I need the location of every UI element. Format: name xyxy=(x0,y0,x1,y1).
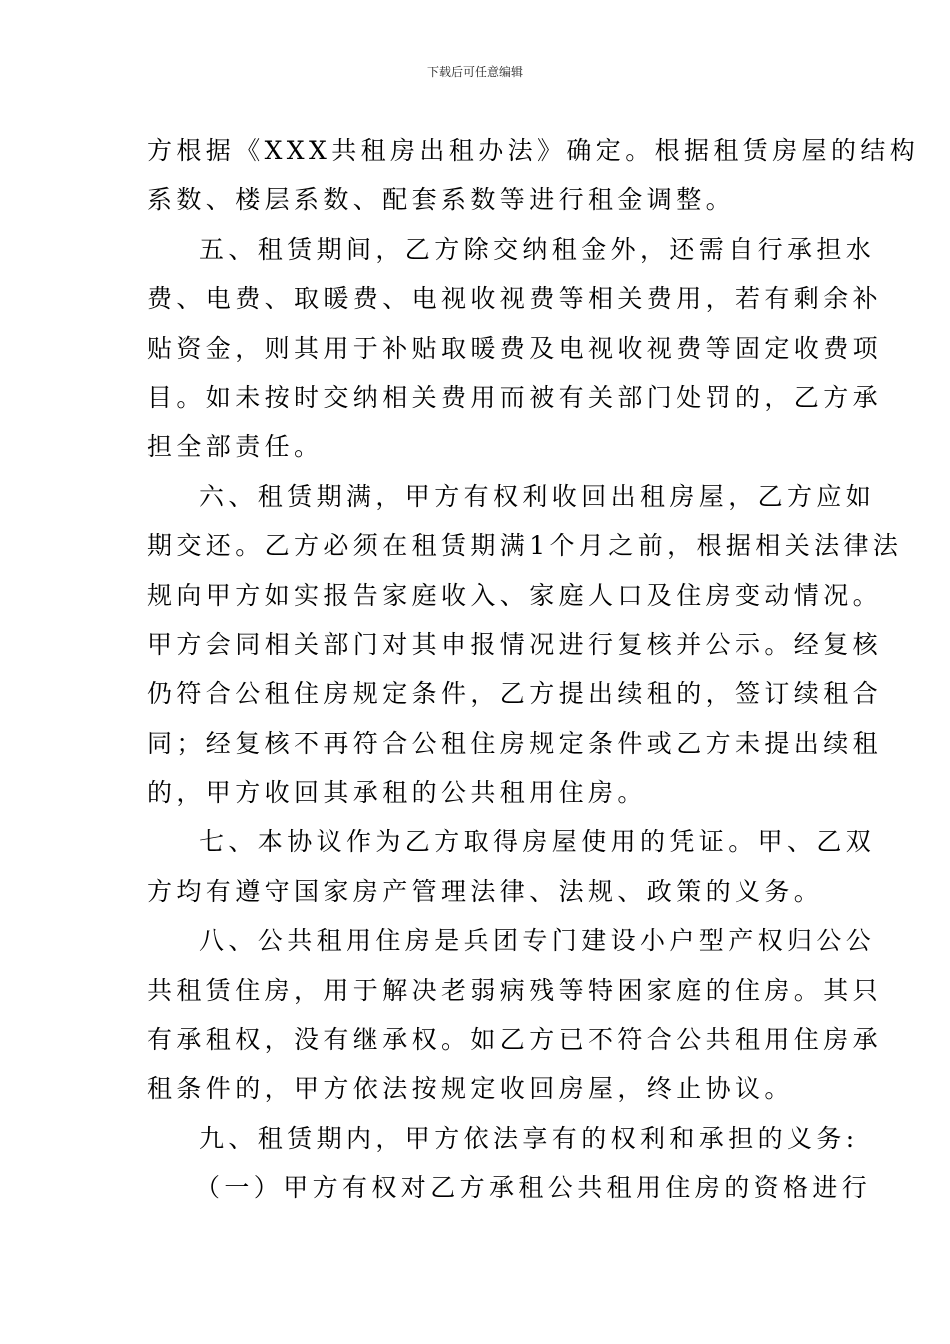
text-line: 系数、楼层系数、配套系数等进行租金调整。 xyxy=(147,185,736,215)
text-line: 共租赁住房，用于解决老弱病残等特困家庭的住房。其只 xyxy=(147,975,883,1005)
text-line: 的，甲方收回其承租的公共租用住房。 xyxy=(147,778,647,808)
text-line: 甲方会同相关部门对其申报情况进行复核并公示。经复核 xyxy=(147,629,883,659)
text-line: 八、公共租用住房是兵团专门建设小户型产权归公公 xyxy=(199,926,876,956)
page-header: 下载后可任意编辑 xyxy=(426,65,523,79)
text-line: 五、租赁期间，乙方除交纳租金外，还需自行承担水 xyxy=(199,234,876,264)
text-line: （一）甲方有权对乙方承租公共租用住房的资格进行 xyxy=(195,1173,872,1203)
text-line: 方均有遵守国家房产管理法律、法规、政策的义务。 xyxy=(147,876,824,906)
text-line: 六、租赁期满，甲方有权利收回出租房屋，乙方应如 xyxy=(199,481,876,511)
text-line: 费、电费、取暖费、电视收视费等相关费用，若有剩余补 xyxy=(147,284,883,314)
text-line: 担全部责任。 xyxy=(147,432,324,462)
document-body xyxy=(147,126,920,1213)
text-line: 同；经复核不再符合公租住房规定条件或乙方未提出续租 xyxy=(147,728,883,758)
text-line: 规向甲方如实报告家庭收入、家庭人口及住房变动情况。 xyxy=(147,580,883,610)
text-line: 仍符合公租住房规定条件，乙方提出续租的，签订续租合 xyxy=(147,679,883,709)
text-line: 目。如未按时交纳相关费用而被有关部门处罚的，乙方承 xyxy=(147,382,883,412)
text-line: 租条件的，甲方依法按规定收回房屋，终止协议。 xyxy=(147,1074,794,1104)
text-line: 九、租赁期内，甲方依法享有的权利和承担的义务: xyxy=(199,1123,859,1153)
text-line: 有承租权，没有继承权。如乙方已不符合公共租用住房承 xyxy=(147,1025,883,1055)
text-line: 贴资金，则其用于补贴取暖费及电视收视费等固定收费项 xyxy=(147,333,883,363)
text-line: 七、本协议作为乙方取得房屋使用的凭证。甲、乙双 xyxy=(199,827,876,857)
text-line: 方根据《XXX共租房出租办法》确定。根据租赁房屋的结构 xyxy=(147,136,920,165)
text-line: 期交还。乙方必须在租赁期满1个月之前，根据相关法律法 xyxy=(147,531,903,561)
